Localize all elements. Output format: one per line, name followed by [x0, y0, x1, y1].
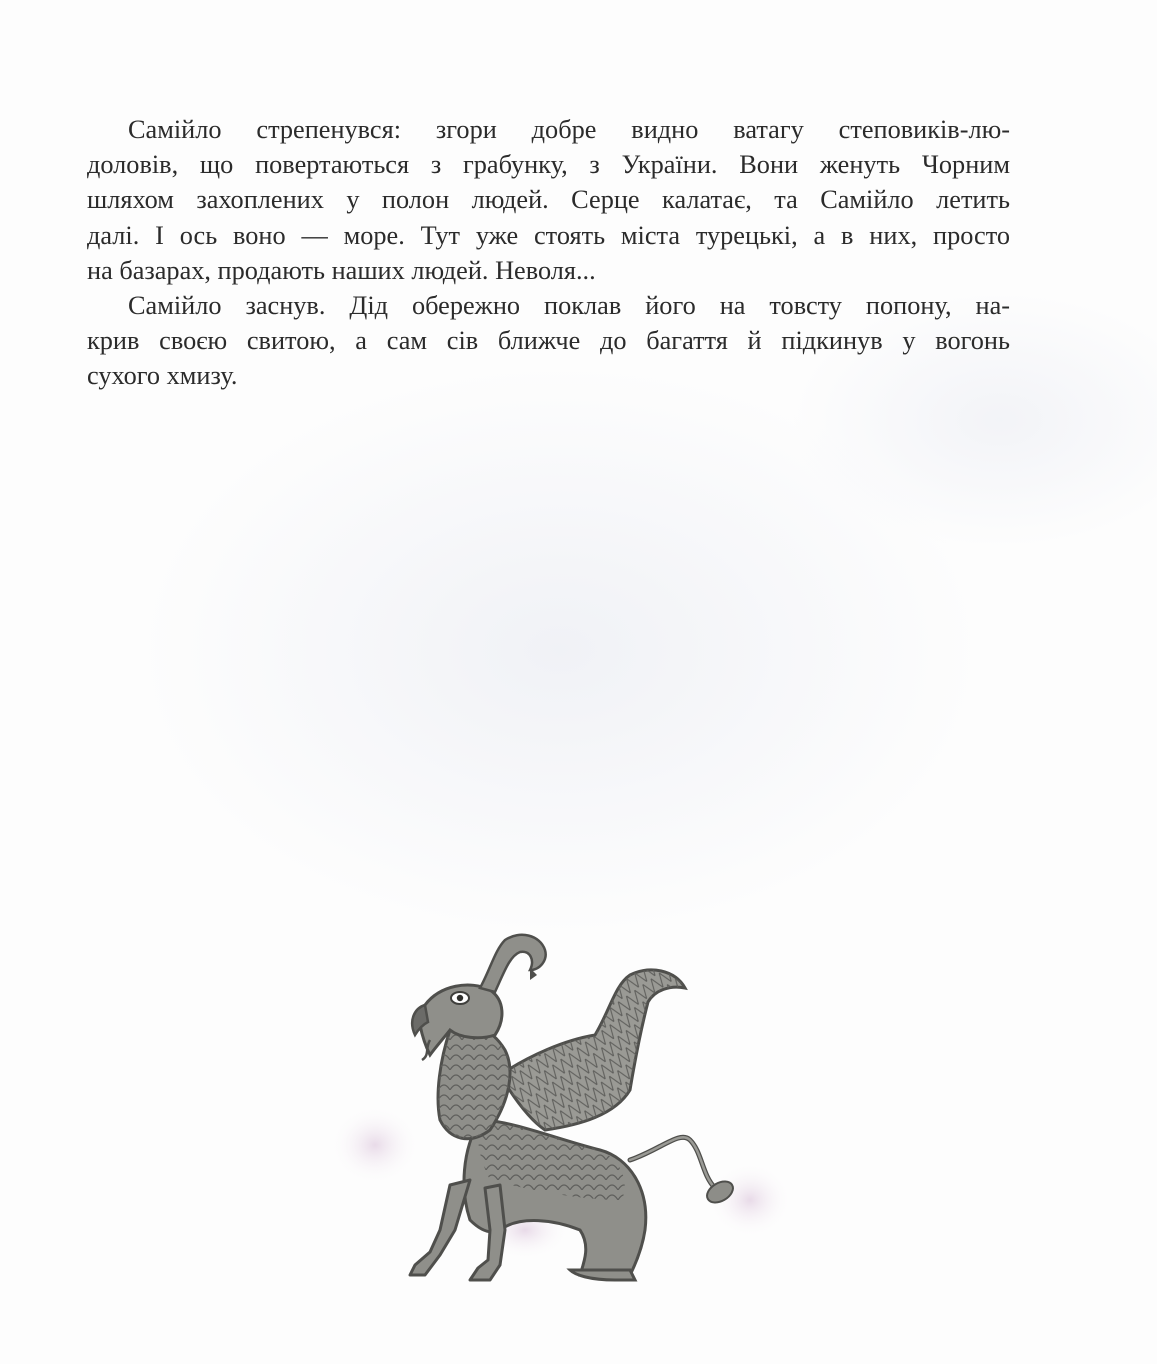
- griffin-icon: [330, 930, 800, 1300]
- text-line: Самійло заснув. Дід обережно поклав його на товсту попону, на-: [128, 291, 1010, 321]
- text-line: далі. І ось воно — море. Тут уже стоять міста турецькі, а в них, просто: [87, 220, 1010, 250]
- text-line: Самійло стрепенувся: згори добре видно ватагу степовиків-лю-: [128, 115, 1010, 144]
- paragraph-1: [87, 112, 1010, 288]
- text-line: крив своєю свитою, а сам сів ближче до багаття й підкинув у вогонь: [87, 326, 1010, 356]
- text-line: доловів, що повертаються з грабунку, з України. Вони женуть Чорним: [87, 150, 1010, 180]
- text-line: шляхом захоплених у полон людей. Серце калатає, та Самійло летить: [87, 185, 1010, 215]
- text-line: на базарах, продають наших людей. Неволя...: [87, 255, 596, 285]
- body-text: [87, 112, 1010, 394]
- paragraph-2: [87, 288, 1010, 394]
- griffin-illustration: [330, 930, 800, 1300]
- text-line: сухого хмизу.: [87, 361, 238, 391]
